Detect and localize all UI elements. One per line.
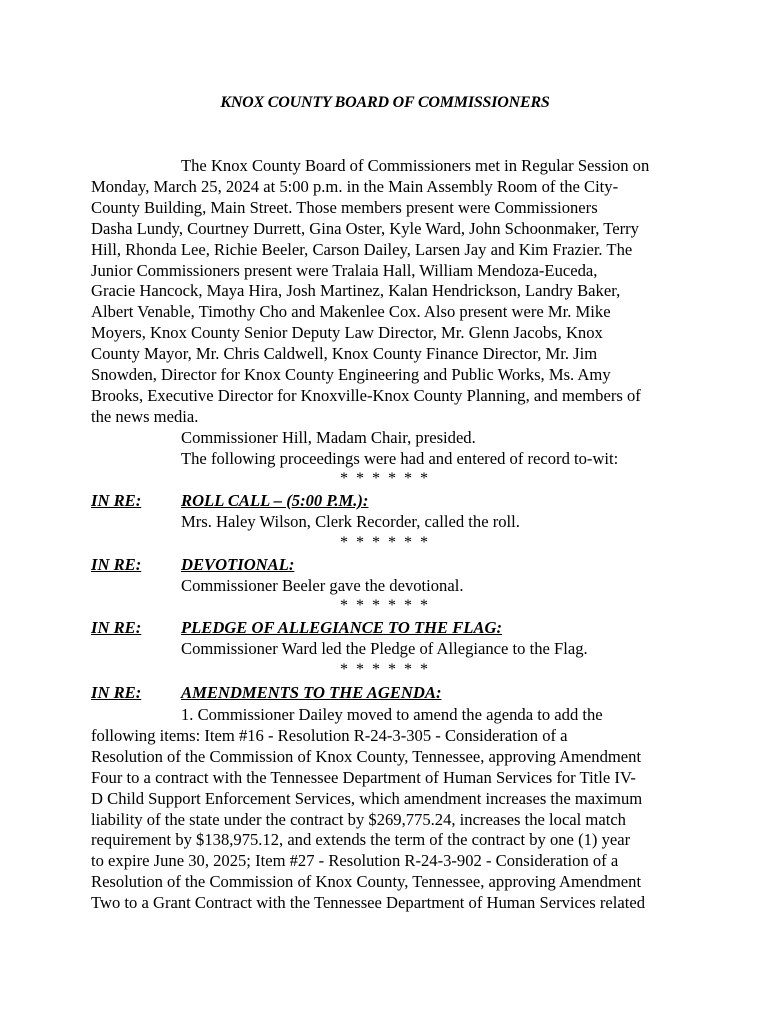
amendment-line: following items: Item #16 - Resolution R-24-3-305 - Consideration of a (91, 725, 568, 745)
intro-line: Snowden, Director for Knox County Engineering and Public Works, Ms. Amy (91, 365, 611, 385)
page-title: KNOX COUNTY BOARD OF COMMISSIONERS (220, 94, 550, 111)
amendment-line: Resolution of the Commission of Knox County, Tennessee, approving Amendment (91, 746, 642, 766)
proceedings-line: The following proceedings were had and entered of record to-wit: (181, 448, 619, 468)
intro-paragraph (91, 156, 691, 470)
amendment-line: Two to a Grant Contract with the Tennessee Department of Human Services related (91, 893, 646, 913)
intro-line: County Mayor, Mr. Chris Caldwell, Knox County Finance Director, Mr. Jim (91, 344, 598, 364)
intro-line: Gracie Hancock, Maya Hira, Josh Martinez, Kalan Hendrickson, Landry Baker, (91, 281, 621, 301)
inre-label: IN RE: (91, 491, 142, 510)
section-body: Commissioner Beeler gave the devotional. (181, 576, 464, 595)
amendment-line: D Child Support Enforcement Services, which amendment increases the maximum (91, 788, 643, 808)
amendment-line: to expire June 30, 2025; Item #27 - Resolution R-24-3-902 - Consideration of a (91, 851, 619, 871)
intro-line: the news media. (91, 406, 199, 426)
intro-line: County Building, Main Street. Those members present were Commissioners (91, 197, 598, 217)
section-title: ROLL CALL – (5:00 P.M.): (181, 491, 369, 510)
section-body: Commissioner Ward led the Pledge of Allegiance to the Flag. (181, 639, 588, 658)
section-title: AMENDMENTS TO THE AGENDA: (181, 683, 442, 702)
section-title: DEVOTIONAL: (181, 555, 295, 574)
inre-label: IN RE: (91, 618, 142, 637)
inre-label: IN RE: (91, 555, 142, 574)
separator: * * * * * * (340, 661, 430, 678)
amendments-paragraph (91, 705, 691, 914)
intro-line: Albert Venable, Timothy Cho and Makenlee Cox. Also present were Mr. Mike (91, 302, 611, 322)
section-body: Mrs. Haley Wilson, Clerk Recorder, called the roll. (181, 512, 520, 531)
intro-line: Dasha Lundy, Courtney Durrett, Gina Oster, Kyle Ward, John Schoonmaker, Terry (91, 218, 639, 238)
section-title: PLEDGE OF ALLEGIANCE TO THE FLAG: (181, 618, 503, 637)
inre-label: IN RE: (91, 683, 142, 702)
amendment-line: Resolution of the Commission of Knox County, Tennessee, approving Amendment (91, 872, 642, 892)
separator: * * * * * * (340, 470, 430, 487)
intro-line: Brooks, Executive Director for Knoxville-Knox County Planning, and members of (91, 385, 641, 405)
presided-line: Commissioner Hill, Madam Chair, presided. (181, 427, 476, 447)
separator: * * * * * * (340, 534, 430, 551)
amendment-line: 1. Commissioner Dailey moved to amend the agenda to add the (181, 705, 603, 724)
amendment-line: requirement by $138,975.12, and extends the term of the contract by one (1) year (91, 830, 631, 850)
intro-line: The Knox County Board of Commissioners met in Regular Session on (181, 156, 650, 175)
intro-line: Monday, March 25, 2024 at 5:00 p.m. in the Main Assembly Room of the City- (91, 176, 619, 196)
amendment-line: Four to a contract with the Tennessee Department of Human Services for Title IV- (91, 767, 636, 787)
intro-line: Moyers, Knox County Senior Deputy Law Director, Mr. Glenn Jacobs, Knox (91, 323, 603, 343)
separator: * * * * * * (340, 597, 430, 614)
intro-line: Junior Commissioners present were Tralaia Hall, William Mendoza-Euceda, (91, 260, 598, 280)
amendment-line: liability of the state under the contract by $269,775.24, increases the local match (91, 809, 626, 829)
intro-line: Hill, Rhonda Lee, Richie Beeler, Carson Dailey, Larsen Jay and Kim Frazier. The (91, 239, 633, 259)
